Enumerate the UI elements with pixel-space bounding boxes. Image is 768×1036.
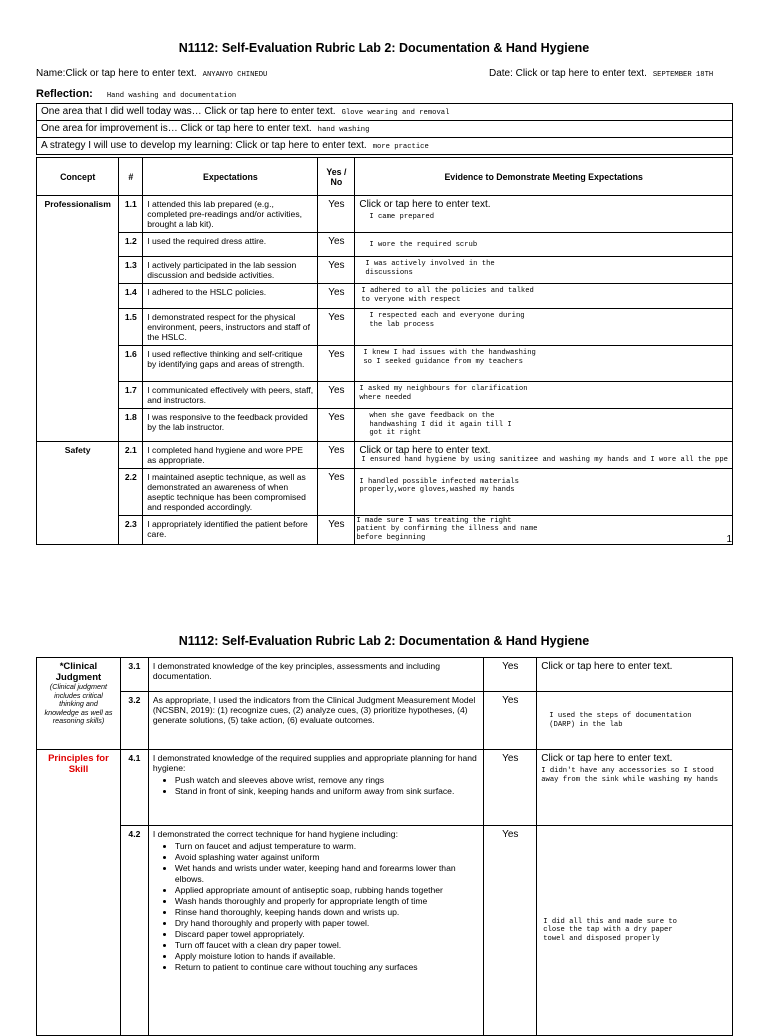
row-expectation: I actively participated in the lab session discussion and bedside activities. bbox=[143, 257, 318, 284]
yes-no-cell[interactable]: Yes bbox=[318, 409, 355, 442]
table-row bbox=[37, 468, 733, 515]
yes-no-cell[interactable]: Yes bbox=[318, 233, 355, 257]
evidence-cell[interactable] bbox=[537, 658, 733, 692]
evidence-cell[interactable] bbox=[355, 233, 733, 257]
reflection-row bbox=[37, 138, 733, 155]
row-num: 1.5 bbox=[119, 309, 143, 346]
yes-no-cell[interactable]: Yes bbox=[318, 382, 355, 409]
row-expectation: I appropriately identified the patient before care. bbox=[143, 515, 318, 544]
reflection-prompt: A strategy I will use to develop my learning: Click or tap here to enter text. bbox=[41, 140, 367, 152]
reflection-cell[interactable] bbox=[37, 104, 733, 121]
yes-no-cell[interactable]: Yes bbox=[484, 826, 537, 1036]
concept-safety: Safety bbox=[37, 441, 119, 544]
clinical-label: *Clinical Judgment bbox=[55, 661, 102, 683]
evidence-cell[interactable] bbox=[355, 257, 733, 284]
row-num: 1.8 bbox=[119, 409, 143, 442]
yes-no-cell[interactable]: Yes bbox=[484, 658, 537, 692]
table-row bbox=[37, 196, 733, 233]
row-expectation: I communicated effectively with peers, staff, and instructors. bbox=[143, 382, 318, 409]
evidence-text: I adhered to all the policies and talked to veryone with respect bbox=[361, 287, 534, 304]
name-line bbox=[36, 68, 267, 80]
reflection-line bbox=[36, 88, 236, 101]
list-item: • Dry hand thoroughly and properly with paper towel. bbox=[175, 918, 479, 929]
evidence-text: I handled possible infected materials properly,wore gloves,washed my hands bbox=[359, 477, 519, 495]
list-item: • Push watch and sleeves above wrist, remove any rings bbox=[175, 775, 479, 786]
yes-no-cell[interactable]: Yes bbox=[318, 284, 355, 309]
table-row bbox=[37, 233, 733, 257]
expectation-text: I demonstrated knowledge of the required supplies and appropriate planning for hand hygiene: bbox=[152, 753, 477, 773]
evidence-placeholder: Click or tap here to enter text. bbox=[359, 444, 491, 456]
evidence-cell[interactable] bbox=[537, 750, 733, 826]
evidence-cell[interactable] bbox=[537, 692, 733, 750]
evidence-text: I knew I had issues with the handwashing so I seeked guidance from my teachers bbox=[363, 349, 536, 366]
evidence-text: when she gave feedback on the handwashing I did it again till I got it right bbox=[369, 412, 512, 438]
yes-no-cell[interactable]: Yes bbox=[318, 441, 355, 468]
list-item: • Rinse hand thoroughly, keeping hands down and wrists up. bbox=[175, 907, 479, 918]
row-num: 1.4 bbox=[119, 284, 143, 309]
list-item: • Avoid splashing water against uniform bbox=[175, 852, 479, 863]
row-expectation: I was responsive to the feedback provided by the lab instructor. bbox=[143, 409, 318, 442]
table-row bbox=[37, 382, 733, 409]
row-num: 3.1 bbox=[120, 658, 148, 692]
evidence-cell[interactable] bbox=[355, 309, 733, 346]
row-expectation: I demonstrated respect for the physical environment, peers, instructors and staff of the HSLC. bbox=[143, 309, 318, 346]
page-title: N1112: Self-Evaluation Rubric Lab 2: Documentation & Hand Hygiene bbox=[178, 41, 590, 55]
table-row bbox=[37, 409, 733, 442]
date-line bbox=[489, 68, 713, 80]
evidence-text: I asked my neighbours for clarification where needed bbox=[359, 385, 528, 402]
concept-principles-for-skill: Principles for Skill bbox=[37, 750, 121, 1036]
reflection-cell[interactable] bbox=[37, 138, 733, 155]
table-row bbox=[37, 284, 733, 309]
reflection-row bbox=[37, 104, 733, 121]
list-item: • Stand in front of sink, keeping hands and uniform away from sink surface. bbox=[175, 786, 479, 797]
list-item: • Return to patient to continue care without touching any surfaces bbox=[175, 962, 479, 973]
page-number: 1 bbox=[726, 534, 732, 545]
evidence-text: I ensured hand hygiene by using sanitizee and washing my hands and I wore all the ppe bbox=[361, 455, 728, 464]
reflection-value: Hand washing and documentation bbox=[106, 92, 237, 100]
yes-no-cell[interactable]: Yes bbox=[484, 692, 537, 750]
table-row bbox=[37, 346, 733, 382]
evidence-cell[interactable] bbox=[355, 515, 733, 544]
reflection-label: Reflection: bbox=[36, 88, 93, 100]
clinical-note: (Clinical judgment includes critical thinking and knowledge as well as reasoning skills) bbox=[44, 682, 113, 725]
row-num: 1.6 bbox=[119, 346, 143, 382]
evidence-placeholder: Click or tap here to enter text. bbox=[541, 661, 673, 672]
evidence-cell[interactable] bbox=[355, 468, 733, 515]
row-expectation bbox=[148, 826, 483, 1036]
evidence-text: I made sure I was treating the right patient by confirming the illness and name before beginning bbox=[356, 516, 538, 542]
row-expectation: As appropriate, I used the indicators from the Clinical Judgment Measurement Model (NCSBN, 2019): (1) recognize cues, (2) analyze cues, (3) prioritize hypotheses, (4) generate solutions, (5) take action, (6) evaluate outcomes. bbox=[148, 692, 483, 750]
evidence-cell[interactable] bbox=[355, 284, 733, 309]
row-num: 1.2 bbox=[119, 233, 143, 257]
table-row bbox=[37, 257, 733, 284]
yes-no-cell[interactable]: Yes bbox=[318, 346, 355, 382]
concept-clinical-judgment bbox=[37, 658, 121, 750]
evidence-cell[interactable] bbox=[355, 441, 733, 468]
list-item: • Applied appropriate amount of antiseptic soap, rubbing hands together bbox=[175, 885, 479, 896]
evidence-cell[interactable] bbox=[355, 196, 733, 233]
header-evidence: Evidence to Demonstrate Meeting Expectations bbox=[355, 158, 733, 196]
list-item: • Turn off faucet with a clean dry paper towel. bbox=[175, 940, 479, 951]
list-item: • Turn on faucet and adjust temperature to warm. bbox=[175, 841, 479, 852]
row-expectation: I adhered to the HSLC policies. bbox=[143, 284, 318, 309]
row-num: 1.3 bbox=[119, 257, 143, 284]
evidence-text: I did all this and made sure to close the tap with a dry paper towel and disposed properly bbox=[543, 917, 677, 943]
row-num: 2.1 bbox=[119, 441, 143, 468]
evidence-placeholder: Click or tap here to enter text. bbox=[359, 199, 491, 210]
header-concept: Concept bbox=[37, 158, 119, 196]
evidence-text: I didn't have any accessories so I stood away from the sink while washing my hands bbox=[541, 767, 719, 784]
row-num: 1.7 bbox=[119, 382, 143, 409]
rubric-table-1 bbox=[36, 157, 733, 545]
row-expectation: I attended this lab prepared (e.g., completed pre-readings and/or activities, brought a lab kit). bbox=[143, 196, 318, 233]
yes-no-cell[interactable]: Yes bbox=[318, 515, 355, 544]
evidence-cell[interactable] bbox=[537, 826, 733, 1036]
header-num: # bbox=[119, 158, 143, 196]
table-row bbox=[37, 692, 733, 750]
date-field[interactable]: Date: Click or tap here to enter text. bbox=[489, 68, 647, 79]
row-expectation: I used reflective thinking and self-critique by identifying gaps and areas of strength. bbox=[143, 346, 318, 382]
row-num: 3.2 bbox=[120, 692, 148, 750]
yes-no-cell[interactable]: Yes bbox=[318, 468, 355, 515]
reflection-cell[interactable] bbox=[37, 121, 733, 138]
row-num: 2.2 bbox=[119, 468, 143, 515]
list-item: • Wash hands thoroughly and properly for appropriate length of time bbox=[175, 896, 479, 907]
yes-no-cell[interactable]: Yes bbox=[318, 257, 355, 284]
table-row bbox=[37, 309, 733, 346]
row-expectation: I used the required dress attire. bbox=[143, 233, 318, 257]
evidence-placeholder: Click or tap here to enter text. bbox=[541, 753, 673, 764]
reflection-prompt: One area that I did well today was… Click or tap here to enter text. bbox=[41, 106, 336, 118]
evidence-text: I was actively involved in the discussions bbox=[365, 260, 495, 277]
concept-professionalism: Professionalism bbox=[37, 196, 119, 442]
list-item: • Apply moisture lotion to hands if available. bbox=[175, 951, 479, 962]
header-expectations: Expectations bbox=[143, 158, 318, 196]
reflection-answer: hand washing bbox=[317, 126, 370, 135]
expectation-text: I demonstrated the correct technique for hand hygiene including: bbox=[152, 829, 398, 839]
row-num: 4.2 bbox=[120, 826, 148, 1036]
row-num: 4.1 bbox=[120, 750, 148, 826]
evidence-text: I respected each and everyone during the lab process bbox=[369, 312, 525, 329]
list-item: • Discard paper towel appropriately. bbox=[175, 929, 479, 940]
list-item: • Wet hands and wrists under water, keeping hand and forearms lower than elbows. bbox=[175, 863, 479, 885]
table-row bbox=[37, 826, 733, 1036]
yes-no-cell[interactable]: Yes bbox=[318, 196, 355, 233]
date-value: SEPTEMBER 18TH bbox=[652, 71, 714, 79]
reflection-prompt: One area for improvement is… Click or tap here to enter text. bbox=[41, 123, 312, 135]
rubric-table-2 bbox=[36, 657, 733, 1036]
evidence-cell[interactable] bbox=[355, 409, 733, 442]
row-num: 2.3 bbox=[119, 515, 143, 544]
table-row bbox=[37, 658, 733, 692]
reflection-table bbox=[36, 103, 733, 155]
evidence-cell[interactable] bbox=[355, 346, 733, 382]
reflection-answer: more practice bbox=[372, 143, 429, 152]
row-expectation: I maintained aseptic technique, as well as demonstrated an awareness of when aseptic technique has been compromised and responded accordingly. bbox=[143, 468, 318, 515]
page-title-2: N1112: Self-Evaluation Rubric Lab 2: Documentation & Hand Hygiene bbox=[178, 634, 590, 648]
table-row bbox=[37, 515, 733, 544]
evidence-cell[interactable] bbox=[355, 382, 733, 409]
header-yes-no: Yes / No bbox=[318, 158, 355, 196]
table-row bbox=[37, 750, 733, 826]
yes-no-cell[interactable]: Yes bbox=[318, 309, 355, 346]
name-field[interactable]: Name:Click or tap here to enter text. bbox=[36, 68, 197, 79]
table-header-row bbox=[37, 158, 733, 196]
row-expectation bbox=[148, 750, 483, 826]
evidence-text: I came prepared bbox=[369, 213, 435, 221]
evidence-text: I wore the required scrub bbox=[369, 241, 478, 249]
bullet-list bbox=[153, 775, 479, 797]
row-expectation: I demonstrated knowledge of the key principles, assessments and including documentation. bbox=[148, 658, 483, 692]
yes-no-cell[interactable]: Yes bbox=[484, 750, 537, 826]
name-value: ANYANYO CHINEDU bbox=[202, 71, 268, 79]
table-row bbox=[37, 441, 733, 468]
evidence-text: I used the steps of documentation (DARP) in the lab bbox=[549, 711, 692, 729]
reflection-row bbox=[37, 121, 733, 138]
row-num: 1.1 bbox=[119, 196, 143, 233]
bullet-list bbox=[153, 841, 479, 973]
row-expectation: I completed hand hygiene and wore PPE as appropriate. bbox=[143, 441, 318, 468]
reflection-answer: Glove wearing and removal bbox=[341, 109, 450, 118]
